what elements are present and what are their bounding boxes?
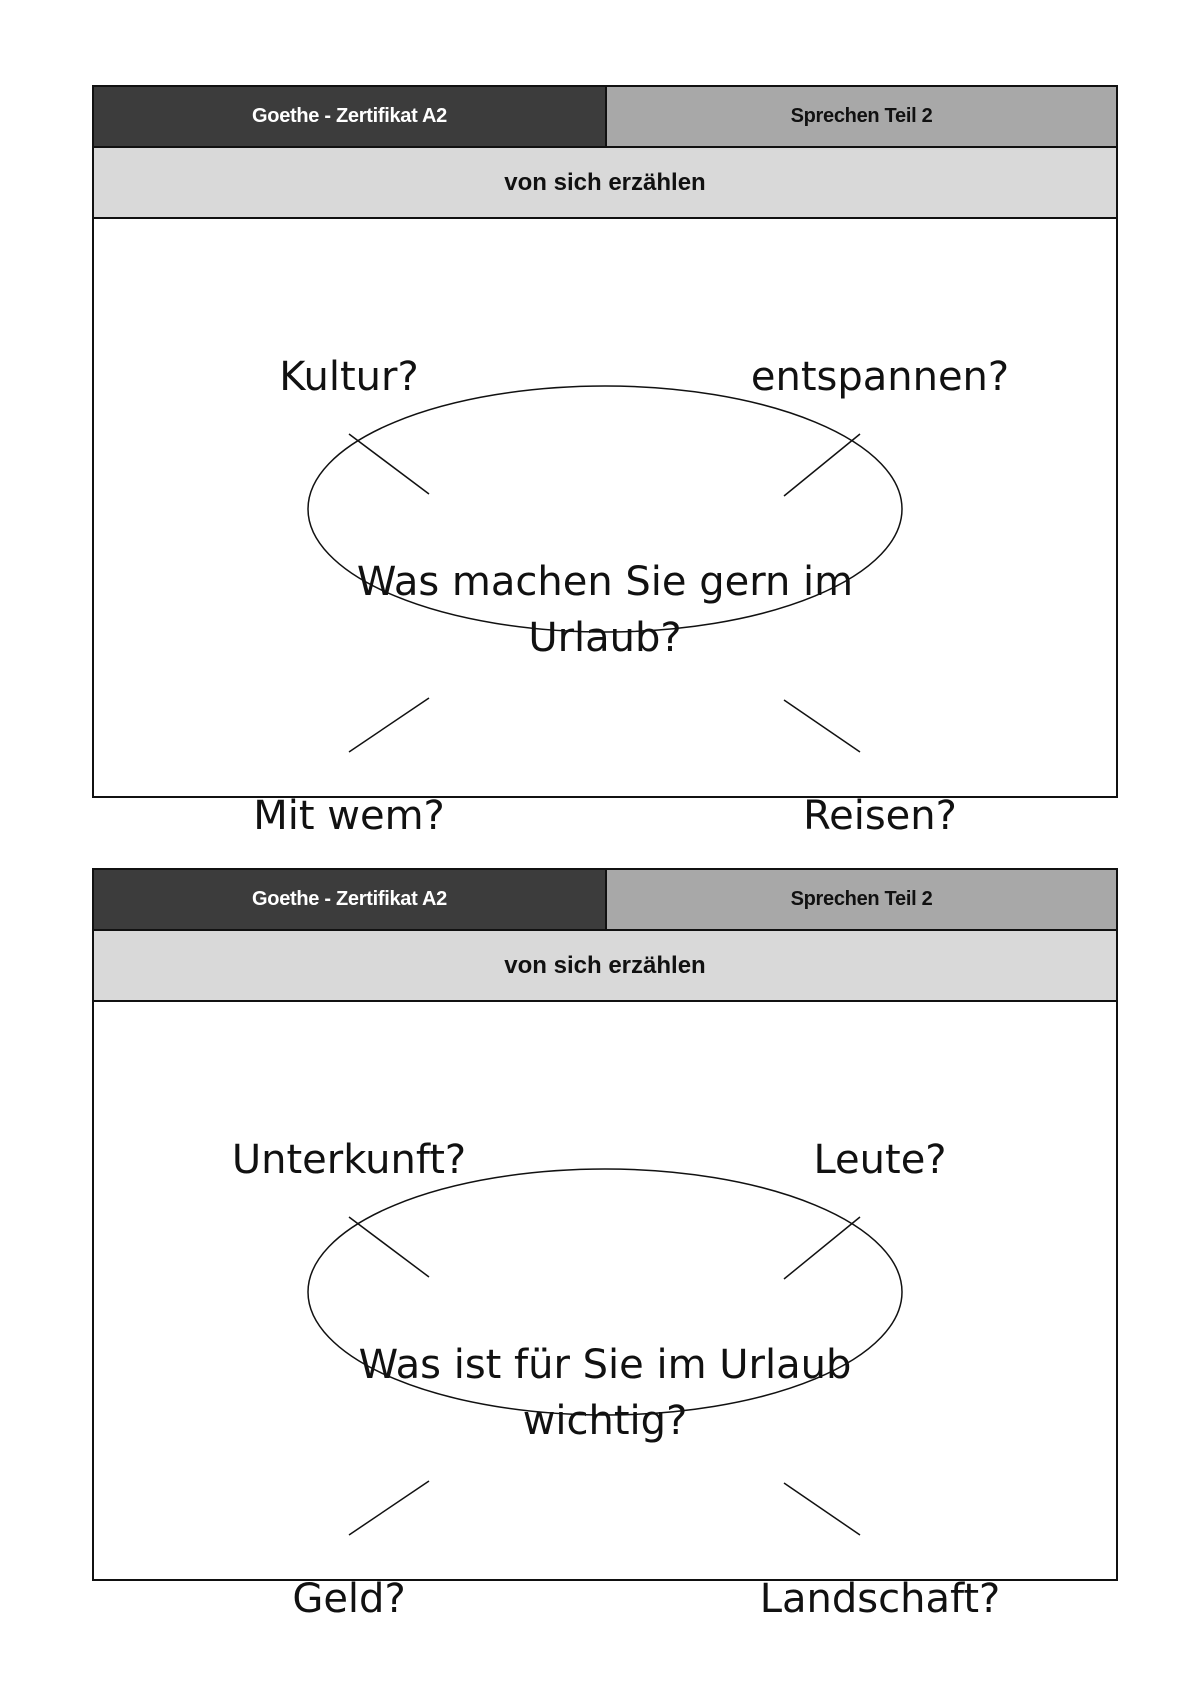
exam-section: Sprechen Teil 2	[607, 870, 1116, 929]
central-question: Was machen Sie gern im Urlaub?	[356, 559, 854, 661]
connector-top-left	[349, 434, 429, 494]
speaking-card-1	[92, 85, 1118, 839]
mind-map-graphic	[94, 219, 1116, 796]
connector-bottom-right	[784, 1483, 860, 1535]
keyword-bottom-right: Reisen?	[803, 793, 957, 839]
keyword-top-right: Leute?	[813, 1137, 947, 1183]
card-header	[94, 87, 1116, 148]
connector-top-right	[784, 1217, 860, 1279]
exam-section: Sprechen Teil 2	[607, 87, 1116, 146]
keyword-top-right: entspannen?	[750, 354, 1010, 400]
keyword-bottom-left: Mit wem?	[253, 793, 445, 839]
connector-top-right	[784, 434, 860, 496]
task-topic: von sich erzählen	[94, 148, 1116, 219]
keyword-top-left: Unterkunft?	[231, 1137, 467, 1183]
speaking-card-2	[92, 868, 1118, 1622]
connector-bottom-left	[349, 1481, 429, 1535]
mind-map	[94, 219, 1116, 839]
keyword-top-left: Kultur?	[279, 354, 419, 400]
mind-map	[94, 1002, 1116, 1622]
exam-title: Goethe - Zertifikat A2	[94, 870, 607, 929]
connector-top-left	[349, 1217, 429, 1277]
keyword-bottom-left: Geld?	[292, 1576, 406, 1622]
card-header	[94, 870, 1116, 931]
keyword-bottom-right: Landschaft?	[759, 1576, 1001, 1622]
exam-title: Goethe - Zertifikat A2	[94, 87, 607, 146]
task-topic: von sich erzählen	[94, 931, 1116, 1002]
central-question: Was ist für Sie im Urlaub wichtig?	[358, 1342, 852, 1444]
connector-bottom-left	[349, 698, 429, 752]
connector-bottom-right	[784, 700, 860, 752]
mind-map-graphic	[94, 1002, 1116, 1579]
